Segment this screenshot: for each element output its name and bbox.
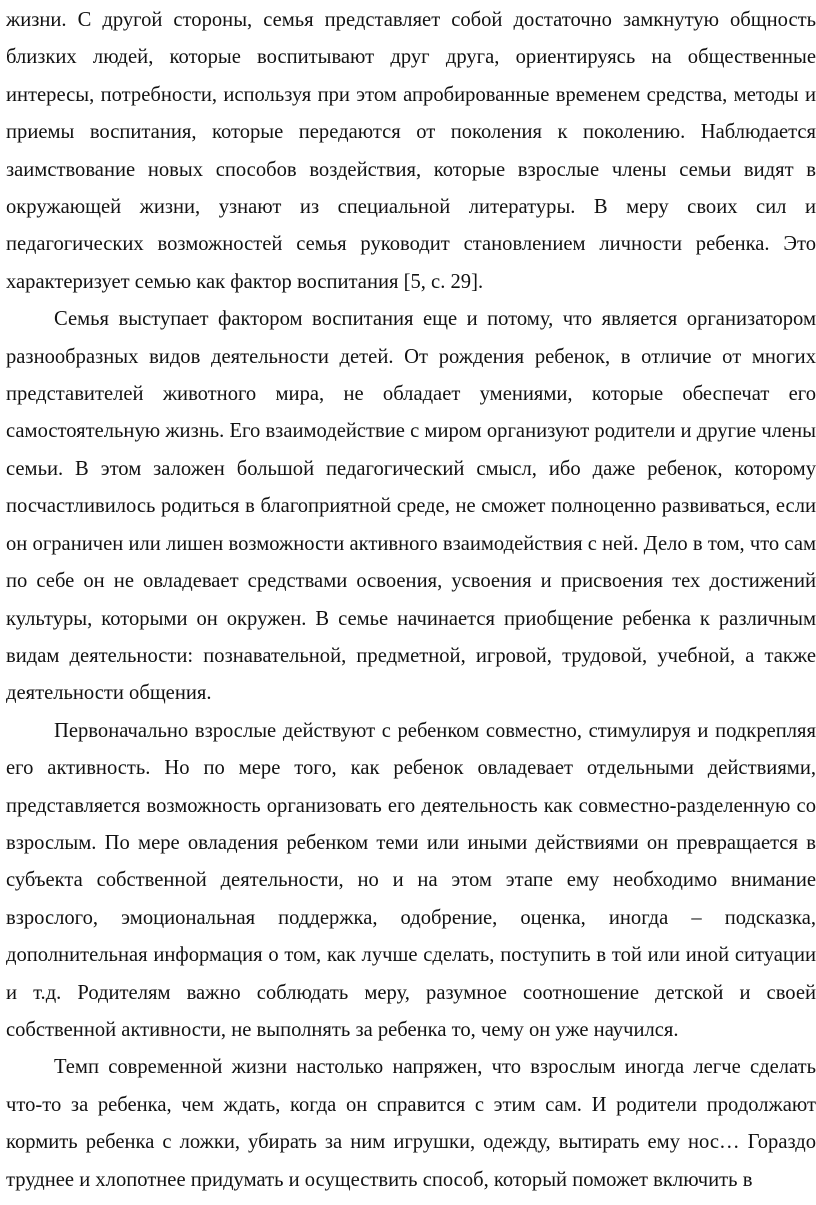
paragraph-4: Темп современной жизни настолько напряжен, что взрослым иногда легче сделать что-то за ребенка, чем ждать, когда он справится с этим сам. И родители продолжают кормить ребенка с ложки, убирать за ним игрушки, одежду, вытирать ему нос… Гораздо труднее и хлопотнее придумать и осуществить способ, который поможет включить в	[6, 1056, 816, 1191]
document-page	[6, 0, 816, 1205]
paragraph-1: жизни. С другой стороны, семья представляет собой достаточно замкнутую общность близких людей, которые воспитывают друг друга, ориентируясь на общественные интересы, потребности, используя при этом апробированные временем средства, методы и приемы воспитания, которые передаются от поколения к поколению. Наблюдается заимствование новых способов воздействия, которые взрослые члены семьи видят в окружающей жизни, узнают из специальной литературы. В меру своих сил и педагогических возможностей семья руководит становлением личности ребенка. Это характеризует семью как фактор воспитания [5, с. 29].	[6, 9, 816, 293]
paragraph-3: Первоначально взрослые действуют с ребенком совместно, стимулируя и подкрепляя его активность. Но по мере того, как ребенок овладевает отдельными действиями, представляется возможность организовать его деятельность как совместно-разделенную со взрослым. По мере овладения ребенком теми или иными действиями он превращается в субъекта собственной деятельности, но и на этом этапе ему необходимо внимание взрослого, эмоциональная поддержка, одобрение, оценка, иногда – подсказка, дополнительная информация о том, как лучше сделать, поступить в той или иной ситуации и т.д. Родителям важно соблюдать меру, разумное соотношение детской и своей собственной активности, не выполнять за ребенка то, чему он уже научился.	[6, 719, 816, 1041]
paragraph-2: Семья выступает фактором воспитания еще и потому, что является организатором разнообразных видов деятельности детей. От рождения ребенок, в отличие от многих представителей животного мира, не обладает умениями, которые обеспечат его самостоятельную жизнь. Его взаимодействие с миром организуют родители и другие члены семьи. В этом заложен большой педагогический смысл, ибо даже ребенок, которому посчастливилось родиться в благоприятной среде, не сможет полноценно развиваться, если он ограничен или лишен возможности активного взаимодействия с ней. Дело в том, что сам по себе он не овладевает средствами освоения, усвоения и присвоения тех достижений культуры, которыми он окружен. В семье начинается приобщение ребенка к различным видам деятельности: познавательной, предметной, игровой, трудовой, учебной, а также деятельности общения.	[6, 308, 816, 705]
